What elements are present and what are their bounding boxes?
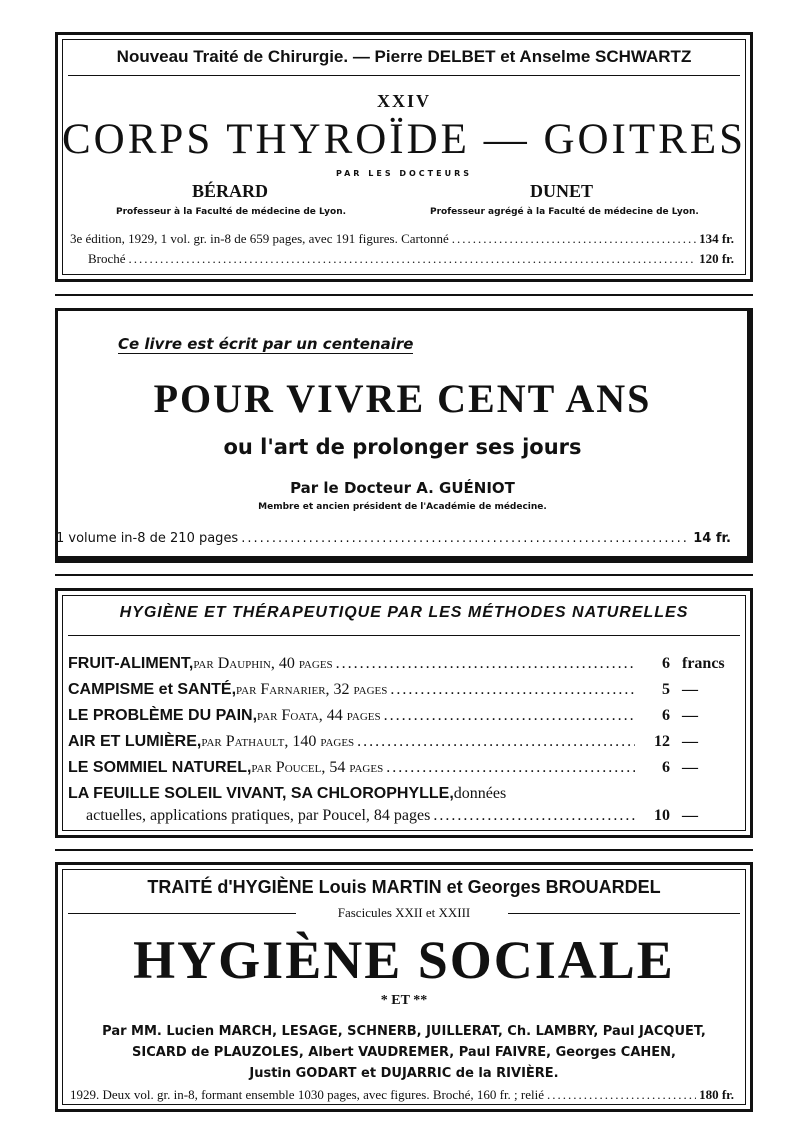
authors — [58, 1021, 750, 1084]
item-price: 6 — [662, 655, 670, 672]
item-title: FRUIT-ALIMENT, — [68, 655, 194, 672]
book-title: CORPS THYROÏDE — GOITRES — [61, 116, 746, 163]
list-item — [68, 655, 738, 673]
item-details: actuelles, applications pratiques, par Poucel, 84 pages — [86, 807, 431, 824]
volume-details: 1 volume in-8 de 210 pages — [56, 531, 239, 546]
leader-dots — [241, 531, 690, 546]
volume-details: 1929. Deux vol. gr. in-8, formant ensemble 1030 pages, avec figures. Broché, 160 fr. ; relié — [70, 1087, 545, 1102]
ad-hygiene-sociale — [55, 862, 753, 1112]
list-item — [68, 681, 738, 699]
item-price: 10 — [654, 807, 670, 824]
item-title: LE SOMMIEL NATUREL, — [68, 759, 252, 776]
item-unit: — — [682, 707, 698, 724]
leader-dots — [547, 1087, 696, 1103]
ad-pour-vivre-cent-ans — [55, 308, 753, 563]
item-price: 5 — [662, 681, 670, 698]
broche-label: Broché — [88, 251, 126, 266]
item-continuation: données — [453, 785, 507, 802]
separator — [55, 294, 753, 296]
leader-dots — [384, 707, 635, 725]
price-line — [70, 1087, 734, 1103]
leader-dots — [390, 681, 635, 699]
item-unit: — — [682, 733, 698, 750]
list-item — [68, 759, 738, 777]
price-line-cartonne — [70, 231, 734, 247]
book-title: POUR VIVRE CENT ANS — [153, 376, 652, 421]
divider — [68, 75, 740, 76]
item-title: CAMPISME et SANTÉ, — [68, 681, 237, 698]
item-author: par Poucel, 54 pages — [251, 759, 384, 776]
price-line — [56, 531, 731, 546]
volume-stars: * ET ** — [380, 993, 428, 1008]
leader-dots — [129, 251, 697, 267]
author-berard-role: Professeur à la Faculté de médecine de Lyon. — [116, 207, 347, 217]
book-subtitle: ou l'art de prolonger ses jours — [223, 435, 582, 459]
price-relie: 180 fr. — [699, 1087, 734, 1102]
item-price: 6 — [662, 707, 670, 724]
item-author: par Farnarier, 32 pages — [236, 681, 388, 698]
author-dunet: DUNET — [530, 181, 594, 201]
leader-dots — [357, 733, 635, 751]
volume-number: XXIV — [376, 91, 431, 111]
item-unit: francs — [682, 655, 725, 672]
separator — [55, 574, 753, 576]
item-author: par Foata, 44 pages — [257, 707, 381, 724]
authors-line-1: Par MM. Lucien MARCH, LESAGE, SCHNERB, JUILLERAT, Ch. LAMBRY, Paul JACQUET, — [102, 1024, 706, 1039]
divider — [68, 635, 740, 636]
item-unit: — — [682, 681, 698, 698]
separator — [55, 849, 753, 851]
list-item — [86, 807, 738, 825]
ad-corps-thyroide — [55, 32, 753, 282]
author-role: Membre et ancien président de l'Académie de médecine. — [258, 502, 547, 512]
book-title: HYGIÈNE SOCIALE — [133, 930, 675, 990]
author: Par le Docteur A. GUÉNIOT — [290, 479, 515, 497]
price: 14 fr. — [693, 531, 731, 546]
item-title: LE PROBLÈME DU PAIN, — [68, 707, 258, 724]
item-author: par Pathault, 140 pages — [201, 733, 355, 750]
price-cartonne: 134 fr. — [699, 231, 734, 246]
series-title: Nouveau Traité de Chirurgie. — Pierre DELBET et Anselme SCHWARTZ — [116, 47, 692, 66]
authors-line-3: Justin GODART et DUJARRIC de la RIVIÈRE. — [249, 1066, 559, 1081]
item-title: AIR ET LUMIÈRE, — [68, 733, 202, 750]
list-item — [68, 733, 738, 751]
price-broche: 120 fr. — [699, 251, 734, 266]
author-berard: BÉRARD — [192, 181, 269, 201]
ad-hygiene-therapeutique — [55, 588, 753, 838]
edition-details: 3e édition, 1929, 1 vol. gr. in-8 de 659 pages, avec 191 figures. Cartonné — [70, 231, 449, 246]
item-price: 6 — [662, 759, 670, 776]
item-title: LA FEUILLE SOLEIL VIVANT, SA CHLOROPHYLLE, — [68, 785, 454, 802]
leader-dots — [452, 231, 696, 247]
series-title: TRAITÉ d'HYGIÈNE Louis MARTIN et Georges BROUARDEL — [147, 877, 661, 897]
fascicules: Fascicules XXII et XXIII — [337, 905, 471, 920]
leader-dots — [433, 807, 635, 825]
par-les-docteurs: PAR LES DOCTEURS — [335, 169, 473, 178]
list-item — [68, 785, 738, 803]
item-price: 12 — [654, 733, 670, 750]
item-author: par Dauphin, 40 pages — [193, 655, 333, 672]
authors-line-2: SICARD de PLAUZOLES, Albert VAUDREMER, Paul FAIVRE, Georges CAHEN, — [132, 1045, 676, 1060]
tagline-text: Ce livre est écrit par un centenaire — [118, 335, 414, 353]
leader-dots — [386, 759, 635, 777]
item-unit: — — [682, 807, 698, 824]
list-item — [68, 707, 738, 725]
series-heading: HYGIÈNE ET THÉRAPEUTIQUE PAR LES MÉTHODES NATURELLES — [119, 604, 689, 621]
leader-dots — [336, 655, 635, 673]
author-dunet-role: Professeur agrégé à la Faculté de médecine de Lyon. — [430, 207, 699, 217]
item-unit: — — [682, 759, 698, 776]
price-line-broche — [88, 251, 734, 267]
tagline — [118, 335, 413, 353]
